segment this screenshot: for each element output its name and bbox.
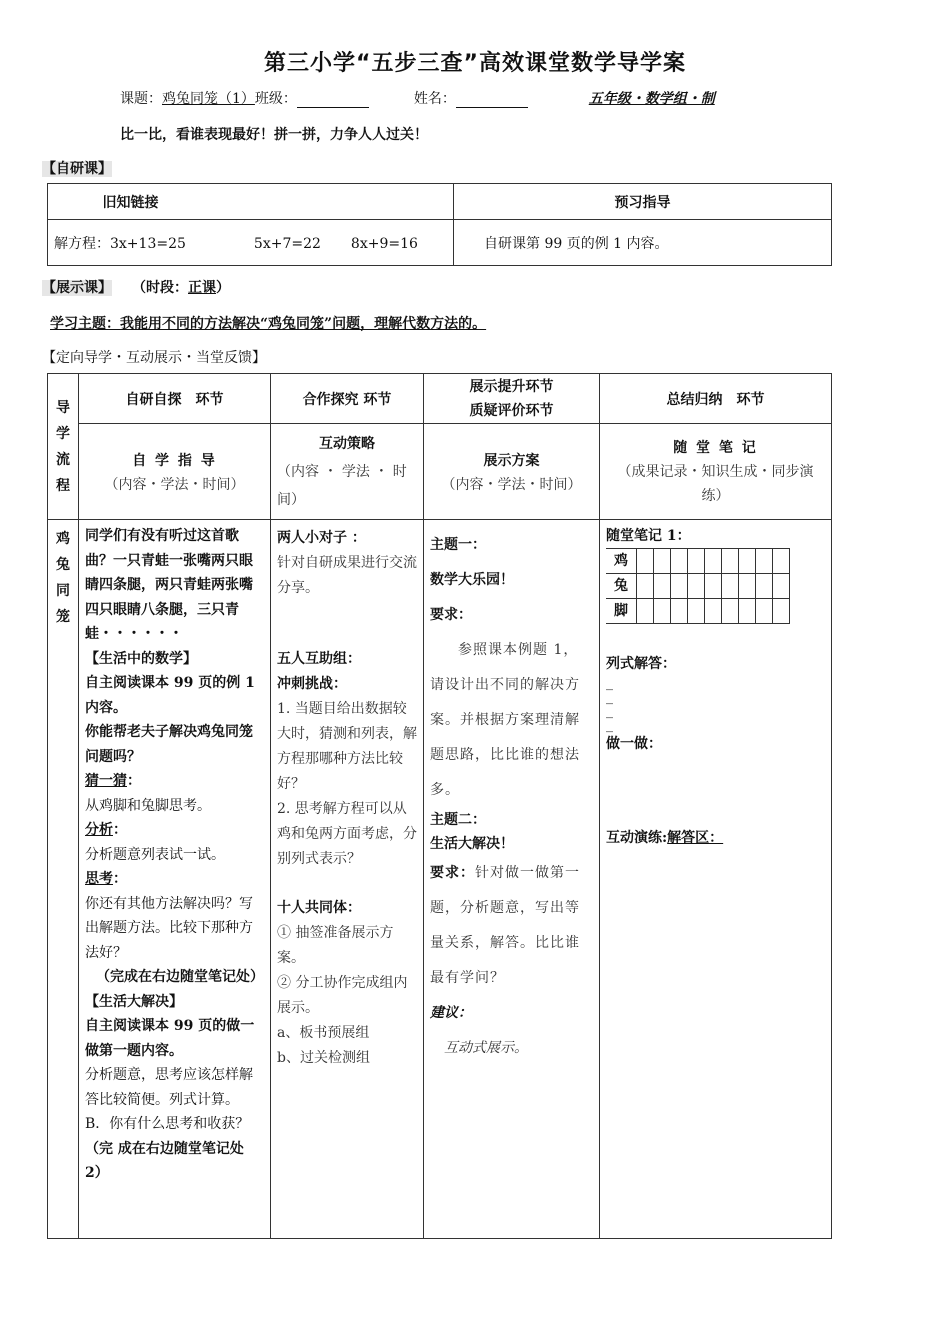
- stage-show: 展示提升环节 质疑评价环节: [424, 374, 600, 424]
- col-self-study-content: 同学们有没有听过这首歌曲？一只青蛙一张嘴两只眼睛四条腿，两只青蛙两张嘴四只眼睛八条腿，三只青蛙・・・・・・ 【生活中的数学】 自主阅读课本 99 页的例 1 内容。 你能帮老夫子解决鸡兔同笼问题吗？ 猜一猜： 从鸡脚和兔脚思考。 分析： 分析题意列表试一试。 思考： 你还有其他方法解决吗？写出解题方法。比较下那种方法好？ （完成在右边随堂笔记处） 【生活大解决】 自主阅读课本 99 页的做一做第一题内容。 分析题意，思考应该怎样解答比较简便。列式计算。 B．你有什么思考和收获？ （完 成在右边随堂笔记处 2）: [79, 520, 271, 1239]
- row-label-topic: 鸡兔同笼: [48, 520, 79, 1239]
- side-label-flow: 导学流程: [48, 374, 79, 520]
- col-preview-title: 预习指导: [454, 184, 832, 220]
- sub-self-guide: 自 学 指 导 （内容・学法・时间）: [79, 424, 271, 520]
- section-header-self-study: 【自研课】: [42, 161, 112, 177]
- practice-answer-area[interactable]: 解答区：: [667, 830, 724, 846]
- sub-show-plan: 展示方案 （内容・学法・时间）: [424, 424, 600, 520]
- motto: 比一比，看谁表现最好！拼一拼，力争人人过关！: [120, 127, 428, 143]
- name-label: 姓名：: [413, 91, 456, 107]
- class-field[interactable]: [297, 93, 369, 108]
- topic-value: 鸡兔同笼（1）: [162, 91, 255, 107]
- stage-self-study: 自研自探 环节: [79, 374, 271, 424]
- stage-summary: 总结归纳 环节: [600, 374, 832, 424]
- flow-header: 【定向导学・互动展示・当堂反馈】: [42, 350, 266, 366]
- sub-class-notes: 随 堂 笔 记 （成果记录・知识生成・同步演练）: [600, 424, 832, 520]
- guide-table: [47, 373, 832, 1239]
- page-title: 第三小学“五步三查”高效课堂数学导学案: [264, 51, 686, 76]
- preview-content: 自研课第 99 页的例 1 内容。: [454, 220, 832, 266]
- col-show-content: 主题一： 数学大乐园！ 要求： 参照课本例题 1，请设计出不同的解决方案。并根据方案理清解题思路，比比谁的想法多。 主题二： 生活大解决！ 要求：针对做一做第一题，分析题意，写出等量关系，解答。比比谁最有学问？ 建议： 互动式展示。: [424, 520, 600, 1239]
- learning-theme: 学习主题：我能用不同的方法解决“鸡兔同笼”问题，理解代数方法的。: [50, 316, 487, 332]
- topic-label: 课题：: [120, 91, 162, 107]
- section-header-show: 【展示课】 （时段：正课）: [42, 280, 230, 296]
- chicken-rabbit-grid: 鸡 兔 脚: [606, 548, 790, 624]
- sub-interact-strategy: 互动策略 （内容 ・ 学法 ・ 时间）: [271, 424, 424, 520]
- self-study-table: [47, 183, 832, 266]
- lesson-meta: [120, 88, 715, 108]
- col-old-knowledge-title: 旧知链接: [48, 184, 454, 220]
- old-knowledge-content: 解方程：3x+13=25 5x+7=22 8x+9=16: [48, 220, 454, 266]
- col-cooperate-content: 两人小对子 ： 针对自研成果进行交流分享。 五人互助组： 冲刺挑战： 1. 当题目给出数据较大时，猜测和列表，解方程那哪种方法比较好？ 2. 思考解方程可以从鸡和兔两方面考虑，分别列式表示？ 十人共同体： ① 抽签准备展示方案。 ② 分工协作完成组内展示。 a、板书预展组 b、过关检测组: [271, 520, 424, 1239]
- class-label: 班级：: [254, 91, 297, 107]
- col-notes-content: 随堂笔记 1： 鸡 兔 脚 列式解答： _ _ _ _ 做一做： 互动演练:解答区：: [600, 520, 832, 1239]
- stage-cooperate: 合作探究 环节: [271, 374, 424, 424]
- credit-text: 五年级・数学组・制: [588, 91, 715, 107]
- name-field[interactable]: [456, 93, 528, 108]
